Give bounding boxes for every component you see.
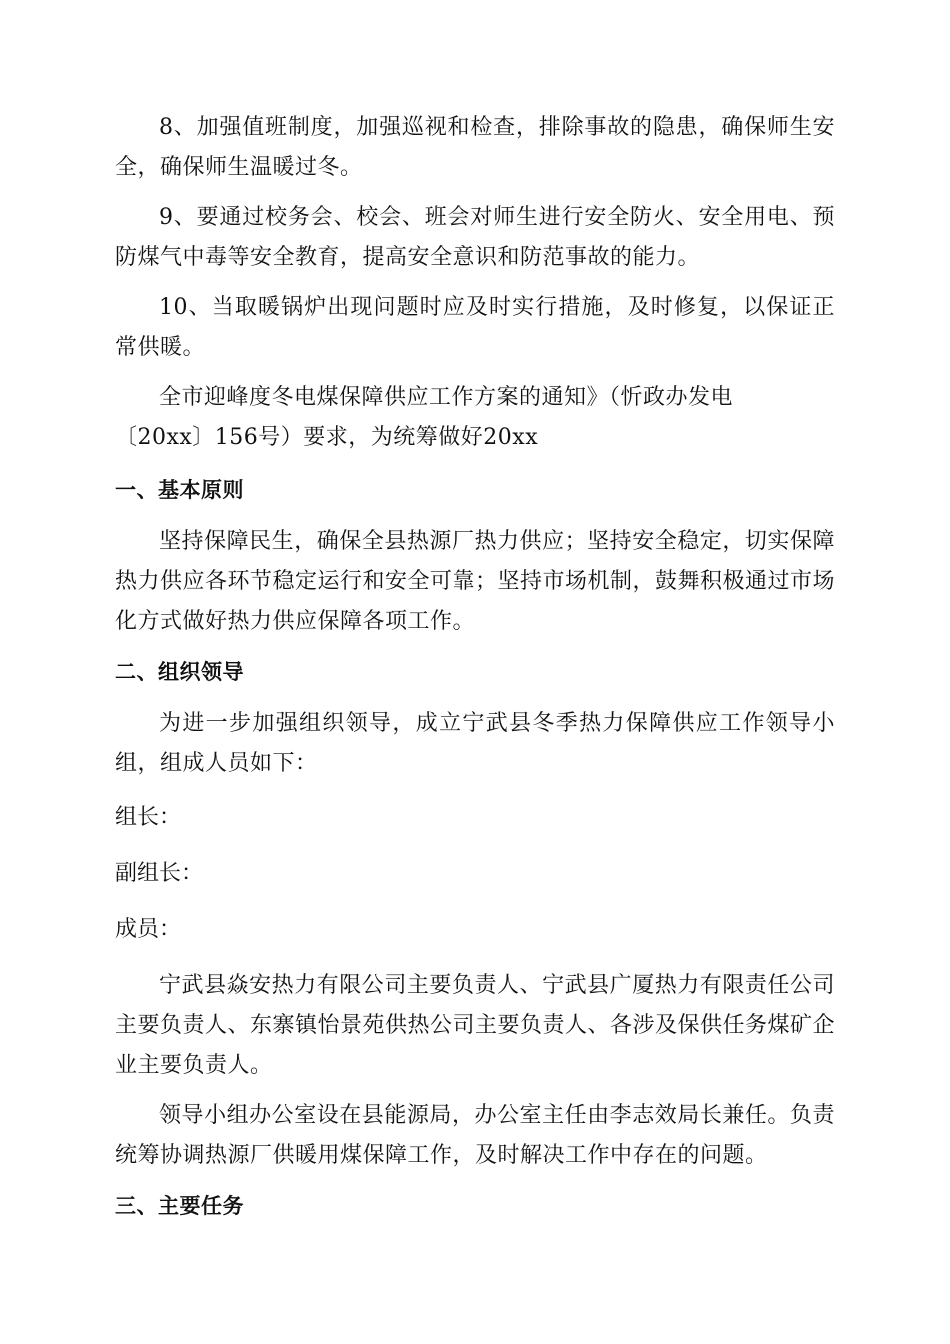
organization-intro: 为进一步加强组织领导，成立宁武县冬季热力保障供应工作领导小组，组成人员如下： bbox=[115, 711, 835, 776]
members-label: 成员： bbox=[115, 917, 182, 942]
paragraph-item-10: 10、当取暖锅炉出现问题时应及时实行措施，及时修复，以保证正常供暖。 bbox=[115, 295, 835, 360]
paragraph-item-9: 9、要通过校务会、校会、班会对师生进行安全防火、安全用电、预防煤气中毒等安全教育，提高安全意识和防范事故的能力。 bbox=[115, 205, 835, 270]
notice-reference-line-1: 全市迎峰度冬电煤保障供应工作方案的通知》（忻政办发电 bbox=[159, 385, 734, 410]
paragraph-item-8: 8、加强值班制度，加强巡视和检查，排除事故的隐患，确保师生安全，确保师生温暖过冬。 bbox=[115, 115, 835, 180]
notice-reference-line-2: 〔20xx〕156号）要求，为统筹做好20xx bbox=[115, 425, 539, 450]
deputy-leader-label: 副组长： bbox=[115, 861, 204, 886]
basic-principles-body: 坚持保障民生，确保全县热源厂热力供应；坚持安全稳定，切实保障热力供应各环节稳定运行和安全可靠；坚持市场机制，鼓舞积极通过市场化方式做好热力供应保障各项工作。 bbox=[115, 529, 836, 634]
office-body: 领导小组办公室设在县能源局，办公室主任由李志效局长兼任。负责统筹协调热源厂供暖用煤保障工作，及时解决工作中存在的问题。 bbox=[115, 1103, 835, 1168]
group-leader-label: 组长： bbox=[115, 805, 182, 830]
section-heading-organization: 二、组织领导 bbox=[115, 660, 244, 684]
section-heading-main-tasks: 三、主要任务 bbox=[115, 1194, 244, 1218]
document-page bbox=[115, 108, 835, 1238]
section-heading-basic-principles: 一、基本原则 bbox=[115, 478, 244, 502]
members-body: 宁武县焱安热力有限公司主要负责人、宁武县广厦热力有限责任公司主要负责人、东寨镇怡景苑供热公司主要负责人、各涉及保供任务煤矿企业主要负责人。 bbox=[115, 973, 836, 1078]
